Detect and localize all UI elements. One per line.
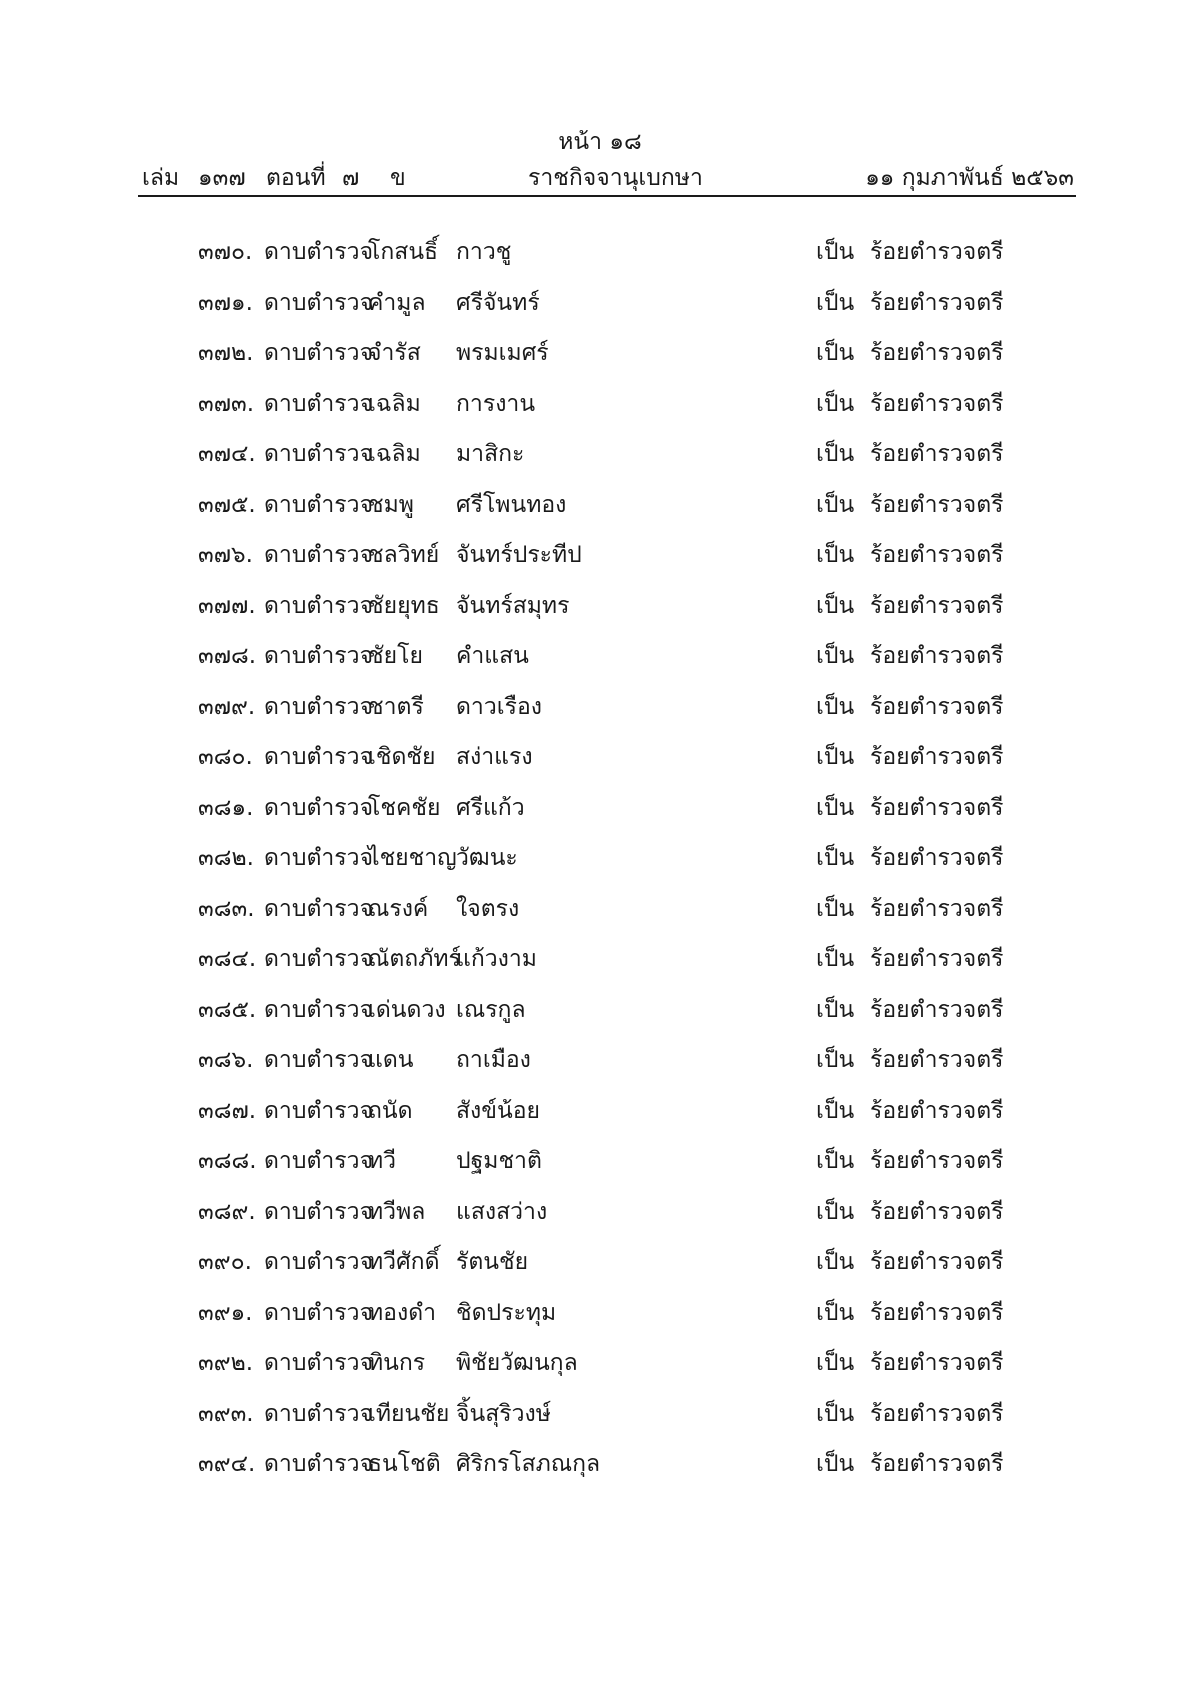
first-name: ทินกร [368, 1350, 426, 1376]
entry-number: ๓๗๓. [198, 390, 255, 417]
new-rank: ร้อยตำรวจตรี [870, 441, 1004, 467]
last-name: รัตนชัย [456, 1249, 529, 1275]
last-name: ถาเมือง [456, 1047, 531, 1073]
entry-number: ๓๗๕. [198, 491, 256, 518]
entry-number: ๓๗๖. [198, 542, 253, 568]
promotion-word: เป็น [816, 996, 855, 1023]
list-item [0, 638, 1200, 689]
last-name: ชิดประทุม [456, 1299, 557, 1326]
last-name: เณรกูล [456, 996, 526, 1023]
first-name: คำมูล [368, 289, 426, 316]
promotion-word: เป็น [816, 592, 855, 619]
volume-number: ๑๓๗ [198, 165, 246, 191]
new-rank: ร้อยตำรวจตรี [870, 289, 1004, 316]
first-name: จำรัส [368, 340, 421, 366]
promotion-word: เป็น [816, 794, 855, 821]
first-name: โกสนธิ์ [368, 239, 439, 265]
current-rank: ดาบตำรวจ [264, 744, 374, 770]
new-rank: ร้อยตำรวจตรี [870, 592, 1004, 619]
list-item [0, 1345, 1200, 1396]
current-rank: ดาบตำรวจ [264, 1249, 374, 1275]
promotion-word: เป็น [816, 946, 855, 972]
last-name: คำแสน [456, 643, 529, 669]
last-name: จันทร์สมุทร [456, 592, 570, 619]
first-name: ณัตถภัทร์ [368, 946, 461, 972]
last-name: แก้วงาม [456, 946, 537, 972]
promotion-word: เป็น [816, 441, 855, 467]
promotion-word: เป็น [816, 744, 855, 770]
entry-number: ๓๘๐. [198, 744, 253, 770]
list-item [0, 1396, 1200, 1447]
first-name: ชลวิทย์ [368, 542, 440, 568]
header-divider [138, 195, 1076, 197]
last-name: จันทร์ประทีป [456, 542, 582, 568]
current-rank: ดาบตำรวจ [264, 1198, 374, 1225]
new-rank: ร้อยตำรวจตรี [870, 1198, 1004, 1225]
first-name: เฉลิม [368, 441, 421, 467]
current-rank: ดาบตำรวจ [264, 1299, 374, 1326]
entry-number: ๓๗๗. [198, 592, 256, 619]
entry-number: ๓๙๐. [198, 1249, 252, 1275]
last-name: กาวชู [456, 239, 512, 265]
last-name: ศรีโพนทอง [456, 491, 567, 518]
last-name: แสงสว่าง [456, 1198, 548, 1225]
list-item [0, 234, 1200, 285]
last-name: พิชัยวัฒนกุล [456, 1350, 578, 1376]
promotion-word: เป็น [816, 289, 855, 316]
current-rank: ดาบตำรวจ [264, 390, 374, 417]
current-rank: ดาบตำรวจ [264, 340, 374, 366]
last-name: วัฒนะ [456, 845, 518, 871]
promotion-word: เป็น [816, 1047, 855, 1073]
promotion-word: เป็น [816, 693, 855, 720]
list-item [0, 487, 1200, 538]
current-rank: ดาบตำรวจ [264, 592, 374, 619]
first-name: โชคชัย [368, 794, 441, 821]
last-name: สังข์น้อย [456, 1097, 541, 1124]
entry-number: ๓๙๓. [198, 1400, 254, 1427]
first-name: ชัยยุทธ [368, 592, 440, 619]
current-rank: ดาบตำรวจ [264, 1400, 374, 1427]
list-item [0, 1446, 1200, 1497]
page-number: หน้า ๑๘ [558, 129, 642, 155]
new-rank: ร้อยตำรวจตรี [870, 1350, 1004, 1376]
list-item [0, 1295, 1200, 1346]
current-rank: ดาบตำรวจ [264, 239, 374, 265]
entry-number: ๓๗๑. [198, 289, 253, 316]
last-name: ดาวเรือง [456, 693, 543, 720]
current-rank: ดาบตำรวจ [264, 845, 374, 871]
promotion-word: เป็น [816, 1198, 855, 1225]
entry-number: ๓๗๘. [198, 643, 257, 669]
promotion-word: เป็น [816, 1350, 855, 1376]
entry-number: ๓๘๒. [198, 845, 254, 871]
entry-number: ๓๘๕. [198, 996, 257, 1023]
last-name: ศรีแก้ว [456, 794, 525, 821]
last-name: สง่าแรง [456, 744, 533, 770]
section-type: ข [390, 165, 406, 191]
list-item [0, 739, 1200, 790]
current-rank: ดาบตำรวจ [264, 895, 374, 922]
list-item [0, 941, 1200, 992]
entry-number: ๓๙๔. [198, 1451, 256, 1477]
entry-number: ๓๘๔. [198, 946, 257, 972]
new-rank: ร้อยตำรวจตรี [870, 1148, 1004, 1174]
entry-number: ๓๘๙. [198, 1198, 256, 1225]
current-rank: ดาบตำรวจ [264, 491, 374, 518]
promotion-word: เป็น [816, 542, 855, 568]
list-item [0, 1042, 1200, 1093]
list-item [0, 285, 1200, 336]
current-rank: ดาบตำรวจ [264, 1451, 374, 1477]
list-item [0, 588, 1200, 639]
last-name: ศรีจันทร์ [456, 289, 540, 316]
publication-date: ๑๑ กุมภาพันธ์ ๒๕๖๓ [865, 165, 1074, 191]
current-rank: ดาบตำรวจ [264, 1350, 374, 1376]
first-name: แดน [368, 1047, 414, 1073]
list-item [0, 1194, 1200, 1245]
current-rank: ดาบตำรวจ [264, 441, 374, 467]
first-name: ชมพู [368, 491, 414, 518]
list-item [0, 689, 1200, 740]
entry-number: ๓๙๑. [198, 1299, 253, 1326]
promotion-word: เป็น [816, 1249, 855, 1275]
last-name: ศิริกรโสภณกุล [456, 1451, 601, 1477]
promotion-word: เป็น [816, 1451, 855, 1477]
first-name: ไชยชาญ [368, 845, 457, 871]
new-rank: ร้อยตำรวจตรี [870, 491, 1004, 518]
entry-number: ๓๙๒. [198, 1350, 254, 1376]
current-rank: ดาบตำรวจ [264, 946, 374, 972]
promotion-word: เป็น [816, 1299, 855, 1326]
list-item [0, 840, 1200, 891]
list-item [0, 790, 1200, 841]
entry-number: ๓๘๓. [198, 895, 255, 922]
first-name: ชาตรี [368, 693, 424, 720]
last-name: พรมเมศร์ [456, 340, 549, 366]
new-rank: ร้อยตำรวจตรี [870, 542, 1004, 568]
first-name: ทวี [368, 1148, 397, 1174]
first-name: ทองดำ [368, 1299, 437, 1326]
promotion-word: เป็น [816, 1400, 855, 1427]
section-label: ตอนที่ [266, 165, 326, 191]
new-rank: ร้อยตำรวจตรี [870, 1249, 1004, 1275]
first-name: เด่นดวง [368, 996, 446, 1023]
first-name: เชิดชัย [368, 744, 436, 770]
entry-number: ๓๘๖. [198, 1047, 254, 1073]
new-rank: ร้อยตำรวจตรี [870, 744, 1004, 770]
new-rank: ร้อยตำรวจตรี [870, 1451, 1004, 1477]
list-item [0, 1143, 1200, 1194]
entry-number: ๓๘๑. [198, 794, 254, 821]
new-rank: ร้อยตำรวจตรี [870, 1400, 1004, 1427]
new-rank: ร้อยตำรวจตรี [870, 1097, 1004, 1124]
promotion-list [0, 234, 1200, 1497]
new-rank: ร้อยตำรวจตรี [870, 239, 1004, 265]
first-name: ณรงค์ [368, 895, 429, 922]
promotion-word: เป็น [816, 239, 855, 265]
current-rank: ดาบตำรวจ [264, 289, 374, 316]
entry-number: ๓๘๗. [198, 1097, 257, 1124]
section-number: ๗ [342, 165, 360, 191]
new-rank: ร้อยตำรวจตรี [870, 845, 1004, 871]
first-name: เฉลิม [368, 390, 421, 417]
list-item [0, 992, 1200, 1043]
current-rank: ดาบตำรวจ [264, 693, 374, 720]
gazette-header [138, 160, 1078, 194]
current-rank: ดาบตำรวจ [264, 1148, 374, 1174]
new-rank: ร้อยตำรวจตรี [870, 1299, 1004, 1326]
promotion-word: เป็น [816, 1097, 855, 1124]
last-name: ปฐมชาติ [456, 1148, 542, 1174]
new-rank: ร้อยตำรวจตรี [870, 693, 1004, 720]
list-item [0, 537, 1200, 588]
new-rank: ร้อยตำรวจตรี [870, 390, 1004, 417]
list-item [0, 436, 1200, 487]
first-name: ทวีพล [368, 1198, 426, 1225]
new-rank: ร้อยตำรวจตรี [870, 340, 1004, 366]
current-rank: ดาบตำรวจ [264, 794, 374, 821]
current-rank: ดาบตำรวจ [264, 996, 374, 1023]
volume-label: เล่ม [142, 165, 180, 191]
list-item [0, 1093, 1200, 1144]
promotion-word: เป็น [816, 1148, 855, 1174]
new-rank: ร้อยตำรวจตรี [870, 946, 1004, 972]
last-name: จิ้นสุริวงษ์ [456, 1400, 551, 1427]
list-item [0, 1244, 1200, 1295]
list-item [0, 386, 1200, 437]
promotion-word: เป็น [816, 895, 855, 922]
first-name: ชัยโย [368, 643, 423, 669]
promotion-word: เป็น [816, 390, 855, 417]
new-rank: ร้อยตำรวจตรี [870, 794, 1004, 821]
promotion-word: เป็น [816, 643, 855, 669]
entry-number: ๓๗๔. [198, 441, 256, 467]
entry-number: ๓๗๒. [198, 340, 254, 366]
new-rank: ร้อยตำรวจตรี [870, 996, 1004, 1023]
promotion-word: เป็น [816, 845, 855, 871]
new-rank: ร้อยตำรวจตรี [870, 1047, 1004, 1073]
first-name: ธนโชติ [368, 1451, 441, 1477]
list-item [0, 335, 1200, 386]
promotion-word: เป็น [816, 491, 855, 518]
new-rank: ร้อยตำรวจตรี [870, 895, 1004, 922]
current-rank: ดาบตำรวจ [264, 643, 374, 669]
current-rank: ดาบตำรวจ [264, 1097, 374, 1124]
last-name: มาสิกะ [456, 441, 525, 467]
entry-number: ๓๘๘. [198, 1148, 257, 1174]
list-item [0, 891, 1200, 942]
current-rank: ดาบตำรวจ [264, 542, 374, 568]
first-name: ถนัด [368, 1097, 413, 1124]
last-name: การงาน [456, 390, 536, 417]
first-name: ทวีศักดิ์ [368, 1249, 440, 1275]
first-name: เทียนชัย [368, 1400, 450, 1427]
entry-number: ๓๗๐. [198, 239, 253, 265]
entry-number: ๓๗๙. [198, 693, 256, 720]
new-rank: ร้อยตำรวจตรี [870, 643, 1004, 669]
publication-title: ราชกิจจานุเบกษา [528, 165, 703, 191]
promotion-word: เป็น [816, 340, 855, 366]
current-rank: ดาบตำรวจ [264, 1047, 374, 1073]
last-name: ใจตรง [456, 895, 520, 922]
